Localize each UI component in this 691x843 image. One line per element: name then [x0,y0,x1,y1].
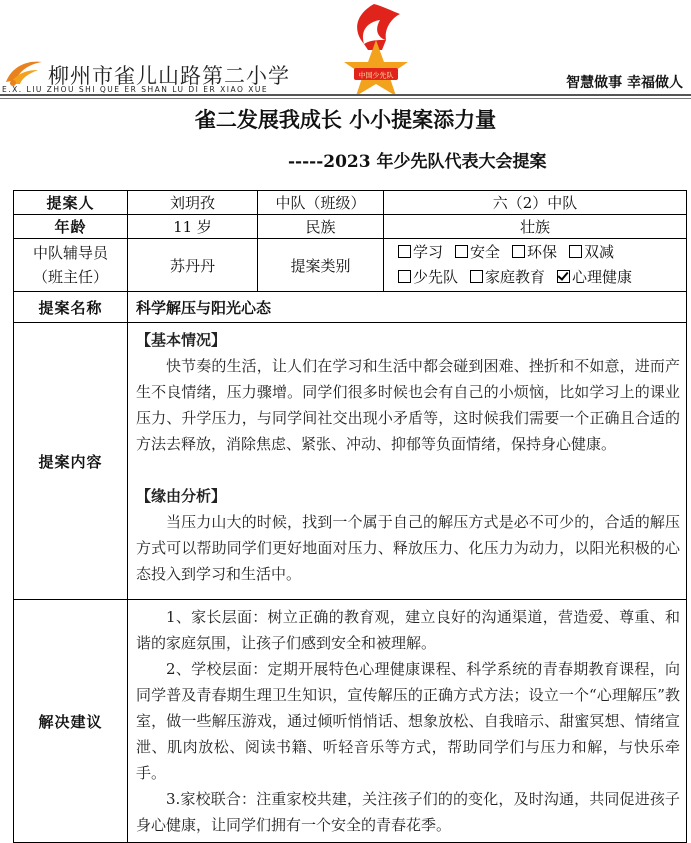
category-study-label: 学习 [413,243,444,261]
checkbox-study[interactable] [398,245,411,258]
school-motto: 智慧做事 幸福做人 [566,75,683,91]
school-name: 柳州市雀儿山路第二小学 [48,64,290,88]
page-subtitle: -----2023 年少先队代表大会提案 [288,152,547,172]
row-suggestions [14,600,687,843]
header-divider-thin [0,98,691,99]
proposal-name-value: 科学解压与阳光心态 [128,292,687,323]
basic-situation-heading: 【基本情况】 [136,331,227,349]
ethnicity-label: 民族 [258,215,384,239]
proposer-label: 提案人 [14,191,128,215]
advisor-value: 苏丹丹 [128,239,258,292]
checkbox-young-pioneers[interactable] [398,270,411,283]
suggestions-label: 解决建议 [14,600,128,843]
row-proposer [14,191,687,215]
school-logo-icon [4,56,44,88]
suggestion-school: 2、学校层面：定期开展特色心理健康课程、科学系统的青春期教育课程，向同学普及青春期生理卫生知识，宣传解压的正确方式方法；设立一个“心理解压”教室，做一些解压游戏，通过倾听悄悄话、想象放松、自我暗示、甜蜜冥想、情绪宣泄、肌肉放松、阅读书籍、听轻音乐等方式，帮助同学们与压力和解，与快乐牵手。 [136,660,680,782]
category-options-row2 [398,265,686,290]
category-young-pioneers-label: 少先队 [413,268,459,286]
class-value: 六（2）中队 [384,191,687,215]
basic-situation-text: 快节奏的生活，让人们在学习和生活中都会碰到困难、挫折和不如意，进而产生不良情绪，压力骤增。同学们很多时候也会有自己的小烦恼，比如学习上的课业压力、升学压力，与同学间社交出现小矛盾等，这时候我们需要一个正确且合适的方法去释放，消除焦虑、紧张、冲动、抑郁等负面情绪，保持身心健康。 [136,357,680,453]
young-pioneers-emblem-icon [334,0,418,96]
checkbox-safety[interactable] [455,245,468,258]
checkbox-mental-health-checked[interactable] [557,270,570,283]
category-safety-label: 安全 [470,243,501,261]
category-young-pioneers[interactable] [398,265,458,290]
category-family-education[interactable] [470,265,545,290]
school-name-pinyin: E.X. LIU ZHOU SHI QUE ER SHAN LU DI ER XIAO XUE [2,85,269,94]
row-proposal-name [14,292,687,323]
category-options [384,239,687,292]
category-double-reduction[interactable] [569,240,614,265]
row-advisor [14,239,687,292]
checkbox-double-reduction[interactable] [569,245,582,258]
age-label: 年龄 [14,215,128,239]
category-options-row1 [398,240,686,265]
paragraph-gap [136,457,680,483]
page-header [0,0,691,100]
ethnicity-value: 壮族 [384,215,687,239]
suggestion-home-school: 3.家校联合：注重家校共建，关注孩子们的的变化，及时沟通，共同促进孩子身心健康，让同学们拥有一个安全的青春花季。 [136,790,680,834]
proposal-content-body [128,323,687,600]
category-environment[interactable] [512,240,557,265]
row-age [14,215,687,239]
advisor-label [14,239,128,292]
emblem-ribbon-text: 中国少先队 [358,71,394,80]
page-title: 雀二发展我成长 小小提案添力量 [194,107,497,132]
advisor-label-line1: 中队辅导员 [32,244,108,262]
checkbox-environment[interactable] [512,245,525,258]
category-mental-health-label: 心理健康 [572,268,633,286]
reason-analysis-heading: 【缘由分析】 [136,487,227,505]
category-label: 提案类别 [258,239,384,292]
category-study[interactable] [398,240,443,265]
header-divider [0,94,691,96]
checkbox-family-education[interactable] [470,270,483,283]
category-mental-health[interactable] [557,265,632,290]
category-family-education-label: 家庭教育 [485,268,546,286]
proposer-value: 刘玥孜 [128,191,258,215]
row-proposal-content [14,323,687,600]
reason-analysis-text: 当压力山大的时候，找到一个属于自己的解压方式是必不可少的，合适的解压方式可以帮助同学们更好地面对压力、释放压力、化压力为动力，以阳光积极的心态投入到学习和生活中。 [136,513,680,583]
suggestions-body [128,600,687,843]
advisor-label-line2: （班主任） [32,268,108,286]
age-value: 11 岁 [128,215,258,239]
category-environment-label: 环保 [527,243,558,261]
class-label: 中队（班级） [258,191,384,215]
category-double-reduction-label: 双减 [584,243,615,261]
proposal-form-table [13,190,687,843]
category-safety[interactable] [455,240,500,265]
proposal-name-label: 提案名称 [14,292,128,323]
suggestion-family: 1、家长层面：树立正确的教育观，建立良好的沟通渠道，营造爱、尊重、和谐的家庭氛围，让孩子们感到安全和被理解。 [136,608,680,652]
proposal-content-label: 提案内容 [14,323,128,600]
